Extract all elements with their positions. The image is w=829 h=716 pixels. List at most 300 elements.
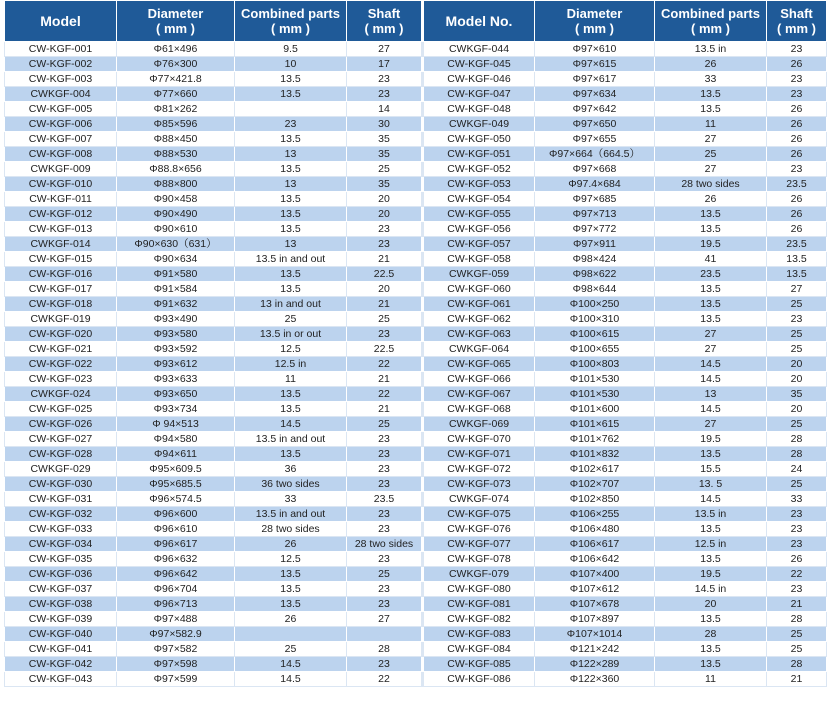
left-model-cell: CW-KGF-020 [5, 327, 117, 342]
left-diameter-cell: Φ96×600 [117, 507, 235, 522]
left-diameter-cell: Φ88×450 [117, 132, 235, 147]
left-model-cell: CW-KGF-025 [5, 402, 117, 417]
right-diameter-cell: Φ102×707 [535, 477, 655, 492]
right-model-cell: CW-KGF-056 [423, 222, 535, 237]
right-combined-parts-cell: 41 [655, 252, 767, 267]
right-model-cell: CW-KGF-080 [423, 582, 535, 597]
header-model: Model [5, 1, 117, 42]
right-shaft-cell: 23 [767, 312, 827, 327]
right-shaft-cell: 23.5 [767, 237, 827, 252]
right-model-cell: CW-KGF-086 [423, 672, 535, 687]
right-model-cell: CW-KGF-083 [423, 627, 535, 642]
left-combined-parts-cell: 13.5 [235, 402, 347, 417]
left-shaft-cell: 22.5 [347, 342, 423, 357]
left-model-cell: CW-KGF-010 [5, 177, 117, 192]
right-shaft-cell: 28 [767, 432, 827, 447]
left-diameter-cell: Φ94×611 [117, 447, 235, 462]
right-model-cell: CW-KGF-062 [423, 312, 535, 327]
right-shaft-cell: 27 [767, 282, 827, 297]
table-row [5, 162, 827, 177]
left-combined-parts-cell: 11 [235, 372, 347, 387]
left-model-cell: CW-KGF-040 [5, 627, 117, 642]
right-shaft-cell: 24 [767, 462, 827, 477]
right-shaft-cell: 26 [767, 222, 827, 237]
right-diameter-cell: Φ102×850 [535, 492, 655, 507]
left-shaft-cell: 22.5 [347, 267, 423, 282]
table-row [5, 297, 827, 312]
right-combined-parts-cell: 13 [655, 387, 767, 402]
right-shaft-cell: 25 [767, 297, 827, 312]
left-shaft-cell: 23 [347, 597, 423, 612]
left-shaft-cell [347, 627, 423, 642]
right-combined-parts-cell: 27 [655, 327, 767, 342]
left-model-cell: CWKGF-014 [5, 237, 117, 252]
left-diameter-cell: Φ90×630（631） [117, 237, 235, 252]
right-diameter-cell: Φ100×250 [535, 297, 655, 312]
right-diameter-cell: Φ97×642 [535, 102, 655, 117]
right-diameter-cell: Φ100×803 [535, 357, 655, 372]
right-diameter-cell: Φ97×615 [535, 57, 655, 72]
right-model-cell: CW-KGF-068 [423, 402, 535, 417]
right-model-cell: CWKGF-074 [423, 492, 535, 507]
left-model-cell: CW-KGF-005 [5, 102, 117, 117]
table-row [5, 462, 827, 477]
right-combined-parts-cell: 28 two sides [655, 177, 767, 192]
right-model-cell: CW-KGF-061 [423, 297, 535, 312]
right-diameter-cell: Φ97×610 [535, 42, 655, 57]
table-row [5, 582, 827, 597]
left-shaft-cell: 23 [347, 582, 423, 597]
right-combined-parts-cell: 13.5 [655, 657, 767, 672]
left-diameter-cell: Φ97×598 [117, 657, 235, 672]
left-combined-parts-cell: 36 two sides [235, 477, 347, 492]
left-diameter-cell: Φ91×584 [117, 282, 235, 297]
right-diameter-cell: Φ122×360 [535, 672, 655, 687]
left-combined-parts-cell: 13.5 in and out [235, 432, 347, 447]
right-combined-parts-cell: 15.5 [655, 462, 767, 477]
left-shaft-cell: 23 [347, 327, 423, 342]
right-diameter-cell: Φ107×678 [535, 597, 655, 612]
right-shaft-cell: 26 [767, 192, 827, 207]
left-shaft-cell: 17 [347, 57, 423, 72]
right-diameter-cell: Φ98×424 [535, 252, 655, 267]
left-diameter-cell: Φ97×582 [117, 642, 235, 657]
left-diameter-cell: Φ95×685.5 [117, 477, 235, 492]
left-model-cell: CW-KGF-030 [5, 477, 117, 492]
left-combined-parts-cell: 12.5 [235, 342, 347, 357]
left-combined-parts-cell: 36 [235, 462, 347, 477]
table-row [5, 87, 827, 102]
left-shaft-cell: 28 [347, 642, 423, 657]
right-diameter-cell: Φ101×530 [535, 372, 655, 387]
right-combined-parts-cell: 19.5 [655, 432, 767, 447]
right-combined-parts-cell: 33 [655, 72, 767, 87]
left-model-cell: CW-KGF-026 [5, 417, 117, 432]
left-diameter-cell: Φ97×599 [117, 672, 235, 687]
left-shaft-cell: 20 [347, 192, 423, 207]
right-shaft-cell: 23 [767, 162, 827, 177]
left-shaft-cell: 23 [347, 507, 423, 522]
right-diameter-cell: Φ97×911 [535, 237, 655, 252]
left-diameter-cell: Φ93×612 [117, 357, 235, 372]
left-combined-parts-cell: 13.5 in and out [235, 252, 347, 267]
right-diameter-cell: Φ97×650 [535, 117, 655, 132]
left-combined-parts-cell: 9.5 [235, 42, 347, 57]
right-shaft-cell: 26 [767, 102, 827, 117]
left-diameter-cell: Φ90×634 [117, 252, 235, 267]
table-row [5, 672, 827, 687]
table-row [5, 417, 827, 432]
left-diameter-cell: Φ93×490 [117, 312, 235, 327]
table-row [5, 627, 827, 642]
left-model-cell: CWKGF-019 [5, 312, 117, 327]
right-model-cell: CW-KGF-047 [423, 87, 535, 102]
left-combined-parts-cell: 14.5 [235, 417, 347, 432]
left-shaft-cell: 35 [347, 147, 423, 162]
left-combined-parts-cell: 14.5 [235, 672, 347, 687]
header-shaft: Shaft ( mm ) [347, 1, 423, 42]
table-row [5, 342, 827, 357]
right-model-cell: CW-KGF-046 [423, 72, 535, 87]
right-shaft-cell: 25 [767, 642, 827, 657]
right-model-cell: CW-KGF-077 [423, 537, 535, 552]
left-combined-parts-cell: 26 [235, 537, 347, 552]
left-combined-parts-cell: 26 [235, 612, 347, 627]
right-diameter-cell: Φ106×255 [535, 507, 655, 522]
left-diameter-cell: Φ 94×513 [117, 417, 235, 432]
right-model-cell: CW-KGF-071 [423, 447, 535, 462]
right-diameter-cell: Φ106×642 [535, 552, 655, 567]
left-diameter-cell: Φ93×580 [117, 327, 235, 342]
right-model-cell: CWKGF-064 [423, 342, 535, 357]
left-model-cell: CW-KGF-017 [5, 282, 117, 297]
left-diameter-cell: Φ90×490 [117, 207, 235, 222]
right-model-cell: CW-KGF-052 [423, 162, 535, 177]
table-row [5, 552, 827, 567]
table-row [5, 192, 827, 207]
right-shaft-cell: 23 [767, 507, 827, 522]
left-shaft-cell: 25 [347, 417, 423, 432]
left-diameter-cell: Φ95×609.5 [117, 462, 235, 477]
right-diameter-cell: Φ106×617 [535, 537, 655, 552]
right-diameter-cell: Φ97×664（664.5） [535, 147, 655, 162]
right-shaft-cell: 28 [767, 657, 827, 672]
right-combined-parts-cell: 26 [655, 192, 767, 207]
left-diameter-cell: Φ96×574.5 [117, 492, 235, 507]
right-diameter-cell: Φ107×897 [535, 612, 655, 627]
right-shaft-cell: 28 [767, 447, 827, 462]
left-combined-parts-cell: 13 [235, 147, 347, 162]
table-row [5, 402, 827, 417]
right-shaft-cell: 21 [767, 597, 827, 612]
right-shaft-cell: 23 [767, 522, 827, 537]
right-shaft-cell: 23.5 [767, 177, 827, 192]
right-model-cell: CW-KGF-048 [423, 102, 535, 117]
left-shaft-cell: 27 [347, 612, 423, 627]
left-diameter-cell: Φ61×496 [117, 42, 235, 57]
right-shaft-cell: 23 [767, 537, 827, 552]
left-shaft-cell: 27 [347, 42, 423, 57]
right-model-cell: CW-KGF-065 [423, 357, 535, 372]
left-shaft-cell: 23 [347, 87, 423, 102]
left-diameter-cell: Φ76×300 [117, 57, 235, 72]
right-combined-parts-cell: 13. 5 [655, 477, 767, 492]
left-shaft-cell: 23 [347, 432, 423, 447]
right-diameter-cell: Φ97×685 [535, 192, 655, 207]
right-diameter-cell: Φ101×615 [535, 417, 655, 432]
right-diameter-cell: Φ106×480 [535, 522, 655, 537]
right-combined-parts-cell: 13.5 [655, 222, 767, 237]
left-shaft-cell: 14 [347, 102, 423, 117]
left-combined-parts-cell: 25 [235, 312, 347, 327]
left-model-cell: CW-KGF-008 [5, 147, 117, 162]
right-diameter-cell: Φ100×655 [535, 342, 655, 357]
left-combined-parts-cell: 14.5 [235, 657, 347, 672]
left-model-cell: CW-KGF-003 [5, 72, 117, 87]
right-model-cell: CW-KGF-051 [423, 147, 535, 162]
left-diameter-cell: Φ93×650 [117, 387, 235, 402]
right-combined-parts-cell: 14.5 [655, 492, 767, 507]
right-model-cell: CWKGF-049 [423, 117, 535, 132]
right-model-cell: CWKGF-079 [423, 567, 535, 582]
table-row [5, 357, 827, 372]
left-combined-parts-cell: 23 [235, 117, 347, 132]
left-diameter-cell: Φ77×421.8 [117, 72, 235, 87]
table-row [5, 327, 827, 342]
left-shaft-cell: 25 [347, 312, 423, 327]
right-model-cell: CW-KGF-067 [423, 387, 535, 402]
left-shaft-cell: 35 [347, 132, 423, 147]
left-model-cell: CWKGF-029 [5, 462, 117, 477]
right-combined-parts-cell: 13.5 [655, 297, 767, 312]
left-combined-parts-cell: 10 [235, 57, 347, 72]
left-model-cell: CW-KGF-038 [5, 597, 117, 612]
right-model-cell: CWKGF-069 [423, 417, 535, 432]
left-diameter-cell: Φ94×580 [117, 432, 235, 447]
right-combined-parts-cell: 14.5 [655, 372, 767, 387]
left-shaft-cell: 30 [347, 117, 423, 132]
right-model-cell: CW-KGF-063 [423, 327, 535, 342]
table-row [5, 267, 827, 282]
left-shaft-cell: 23 [347, 657, 423, 672]
right-combined-parts-cell: 26 [655, 57, 767, 72]
right-diameter-cell: Φ97×668 [535, 162, 655, 177]
left-model-cell: CW-KGF-041 [5, 642, 117, 657]
left-diameter-cell: Φ90×610 [117, 222, 235, 237]
left-model-cell: CW-KGF-028 [5, 447, 117, 462]
left-shaft-cell: 20 [347, 207, 423, 222]
left-combined-parts-cell: 13.5 [235, 222, 347, 237]
right-combined-parts-cell: 13.5 [655, 522, 767, 537]
left-shaft-cell: 22 [347, 357, 423, 372]
table-row [5, 207, 827, 222]
left-model-cell: CW-KGF-015 [5, 252, 117, 267]
left-combined-parts-cell: 13.5 [235, 582, 347, 597]
right-combined-parts-cell: 13.5 [655, 447, 767, 462]
table-row [5, 42, 827, 57]
header-shaft-right: Shaft ( mm ) [767, 1, 827, 42]
left-model-cell: CW-KGF-007 [5, 132, 117, 147]
table-row [5, 117, 827, 132]
left-combined-parts-cell: 12.5 [235, 552, 347, 567]
right-shaft-cell: 33 [767, 492, 827, 507]
left-combined-parts-cell: 13.5 [235, 597, 347, 612]
right-diameter-cell: Φ97×713 [535, 207, 655, 222]
left-diameter-cell: Φ93×734 [117, 402, 235, 417]
right-combined-parts-cell: 27 [655, 342, 767, 357]
left-combined-parts-cell: 13 [235, 237, 347, 252]
table-row [5, 477, 827, 492]
left-model-cell: CW-KGF-002 [5, 57, 117, 72]
right-shaft-cell: 20 [767, 372, 827, 387]
left-model-cell: CW-KGF-001 [5, 42, 117, 57]
left-combined-parts-cell: 13.5 [235, 267, 347, 282]
left-diameter-cell: Φ97×488 [117, 612, 235, 627]
right-model-cell: CW-KGF-073 [423, 477, 535, 492]
left-shaft-cell: 25 [347, 162, 423, 177]
right-model-cell: CW-KGF-050 [423, 132, 535, 147]
left-shaft-cell: 23 [347, 447, 423, 462]
right-diameter-cell: Φ107×612 [535, 582, 655, 597]
right-diameter-cell: Φ97×617 [535, 72, 655, 87]
left-model-cell: CWKGF-009 [5, 162, 117, 177]
left-model-cell: CW-KGF-037 [5, 582, 117, 597]
left-diameter-cell: Φ96×642 [117, 567, 235, 582]
left-shaft-cell: 21 [347, 372, 423, 387]
left-combined-parts-cell: 13.5 [235, 192, 347, 207]
right-combined-parts-cell: 13.5 [655, 312, 767, 327]
left-shaft-cell: 23 [347, 522, 423, 537]
right-combined-parts-cell: 28 [655, 627, 767, 642]
left-model-cell: CW-KGF-018 [5, 297, 117, 312]
right-diameter-cell: Φ122×289 [535, 657, 655, 672]
right-shaft-cell: 25 [767, 327, 827, 342]
right-shaft-cell: 23 [767, 72, 827, 87]
left-combined-parts-cell: 13 in and out [235, 297, 347, 312]
right-combined-parts-cell: 11 [655, 672, 767, 687]
right-model-cell: CW-KGF-075 [423, 507, 535, 522]
right-diameter-cell: Φ107×400 [535, 567, 655, 582]
table-row [5, 642, 827, 657]
right-shaft-cell: 26 [767, 57, 827, 72]
left-diameter-cell: Φ85×596 [117, 117, 235, 132]
right-combined-parts-cell: 13.5 [655, 612, 767, 627]
table-row [5, 312, 827, 327]
right-diameter-cell: Φ97×634 [535, 87, 655, 102]
left-shaft-cell: 21 [347, 402, 423, 417]
left-diameter-cell: Φ77×660 [117, 87, 235, 102]
right-combined-parts-cell: 13.5 [655, 642, 767, 657]
left-shaft-cell: 23 [347, 72, 423, 87]
right-model-cell: CW-KGF-060 [423, 282, 535, 297]
header-model-no: Model No. [423, 1, 535, 42]
right-shaft-cell: 20 [767, 402, 827, 417]
left-diameter-cell: Φ90×458 [117, 192, 235, 207]
right-model-cell: CW-KGF-085 [423, 657, 535, 672]
right-diameter-cell: Φ101×530 [535, 387, 655, 402]
left-diameter-cell: Φ88.8×656 [117, 162, 235, 177]
left-diameter-cell: Φ88×530 [117, 147, 235, 162]
right-shaft-cell: 20 [767, 357, 827, 372]
left-combined-parts-cell: 13.5 [235, 282, 347, 297]
left-combined-parts-cell: 13.5 [235, 387, 347, 402]
right-model-cell: CW-KGF-072 [423, 462, 535, 477]
left-diameter-cell: Φ96×713 [117, 597, 235, 612]
left-combined-parts-cell: 25 [235, 642, 347, 657]
right-model-cell: CW-KGF-045 [423, 57, 535, 72]
table-row [5, 222, 827, 237]
right-combined-parts-cell: 14.5 [655, 357, 767, 372]
left-shaft-cell: 20 [347, 282, 423, 297]
left-diameter-cell: Φ93×633 [117, 372, 235, 387]
right-combined-parts-cell: 23.5 [655, 267, 767, 282]
right-diameter-cell: Φ107×1014 [535, 627, 655, 642]
right-model-cell: CW-KGF-082 [423, 612, 535, 627]
right-diameter-cell: Φ98×644 [535, 282, 655, 297]
right-combined-parts-cell: 20 [655, 597, 767, 612]
left-shaft-cell: 22 [347, 387, 423, 402]
right-model-cell: CW-KGF-081 [423, 597, 535, 612]
left-model-cell: CW-KGF-021 [5, 342, 117, 357]
left-diameter-cell: Φ93×592 [117, 342, 235, 357]
left-combined-parts-cell: 13.5 [235, 132, 347, 147]
left-shaft-cell: 28 two sides [347, 537, 423, 552]
right-model-cell: CW-KGF-070 [423, 432, 535, 447]
table-row [5, 252, 827, 267]
left-diameter-cell: Φ96×704 [117, 582, 235, 597]
left-shaft-cell: 23.5 [347, 492, 423, 507]
left-model-cell: CW-KGF-013 [5, 222, 117, 237]
right-diameter-cell: Φ121×242 [535, 642, 655, 657]
right-shaft-cell: 26 [767, 117, 827, 132]
left-diameter-cell: Φ81×262 [117, 102, 235, 117]
right-model-cell: CWKGF-059 [423, 267, 535, 282]
right-combined-parts-cell: 19.5 [655, 237, 767, 252]
left-diameter-cell: Φ91×632 [117, 297, 235, 312]
left-model-cell: CW-KGF-042 [5, 657, 117, 672]
table-row [5, 522, 827, 537]
left-shaft-cell: 23 [347, 222, 423, 237]
right-combined-parts-cell: 14.5 [655, 402, 767, 417]
table-row [5, 177, 827, 192]
left-combined-parts-cell: 13.5 in or out [235, 327, 347, 342]
right-model-cell: CW-KGF-053 [423, 177, 535, 192]
table-row [5, 432, 827, 447]
header-combined-parts-right: Combined parts ( mm ) [655, 1, 767, 42]
left-combined-parts-cell: 33 [235, 492, 347, 507]
right-diameter-cell: Φ97.4×684 [535, 177, 655, 192]
right-combined-parts-cell: 27 [655, 132, 767, 147]
left-shaft-cell: 21 [347, 252, 423, 267]
right-combined-parts-cell: 13.5 [655, 552, 767, 567]
left-model-cell: CW-KGF-022 [5, 357, 117, 372]
left-model-cell: CW-KGF-033 [5, 522, 117, 537]
right-shaft-cell: 13.5 [767, 267, 827, 282]
table-row [5, 537, 827, 552]
left-combined-parts-cell [235, 627, 347, 642]
table-row [5, 612, 827, 627]
right-combined-parts-cell: 13.5 in [655, 42, 767, 57]
table-row [5, 657, 827, 672]
right-shaft-cell: 26 [767, 132, 827, 147]
header-row [5, 1, 827, 42]
left-combined-parts-cell: 13.5 [235, 162, 347, 177]
right-model-cell: CW-KGF-076 [423, 522, 535, 537]
right-diameter-cell: Φ98×622 [535, 267, 655, 282]
left-diameter-cell: Φ91×580 [117, 267, 235, 282]
table-row [5, 147, 827, 162]
left-combined-parts-cell: 13.5 [235, 567, 347, 582]
